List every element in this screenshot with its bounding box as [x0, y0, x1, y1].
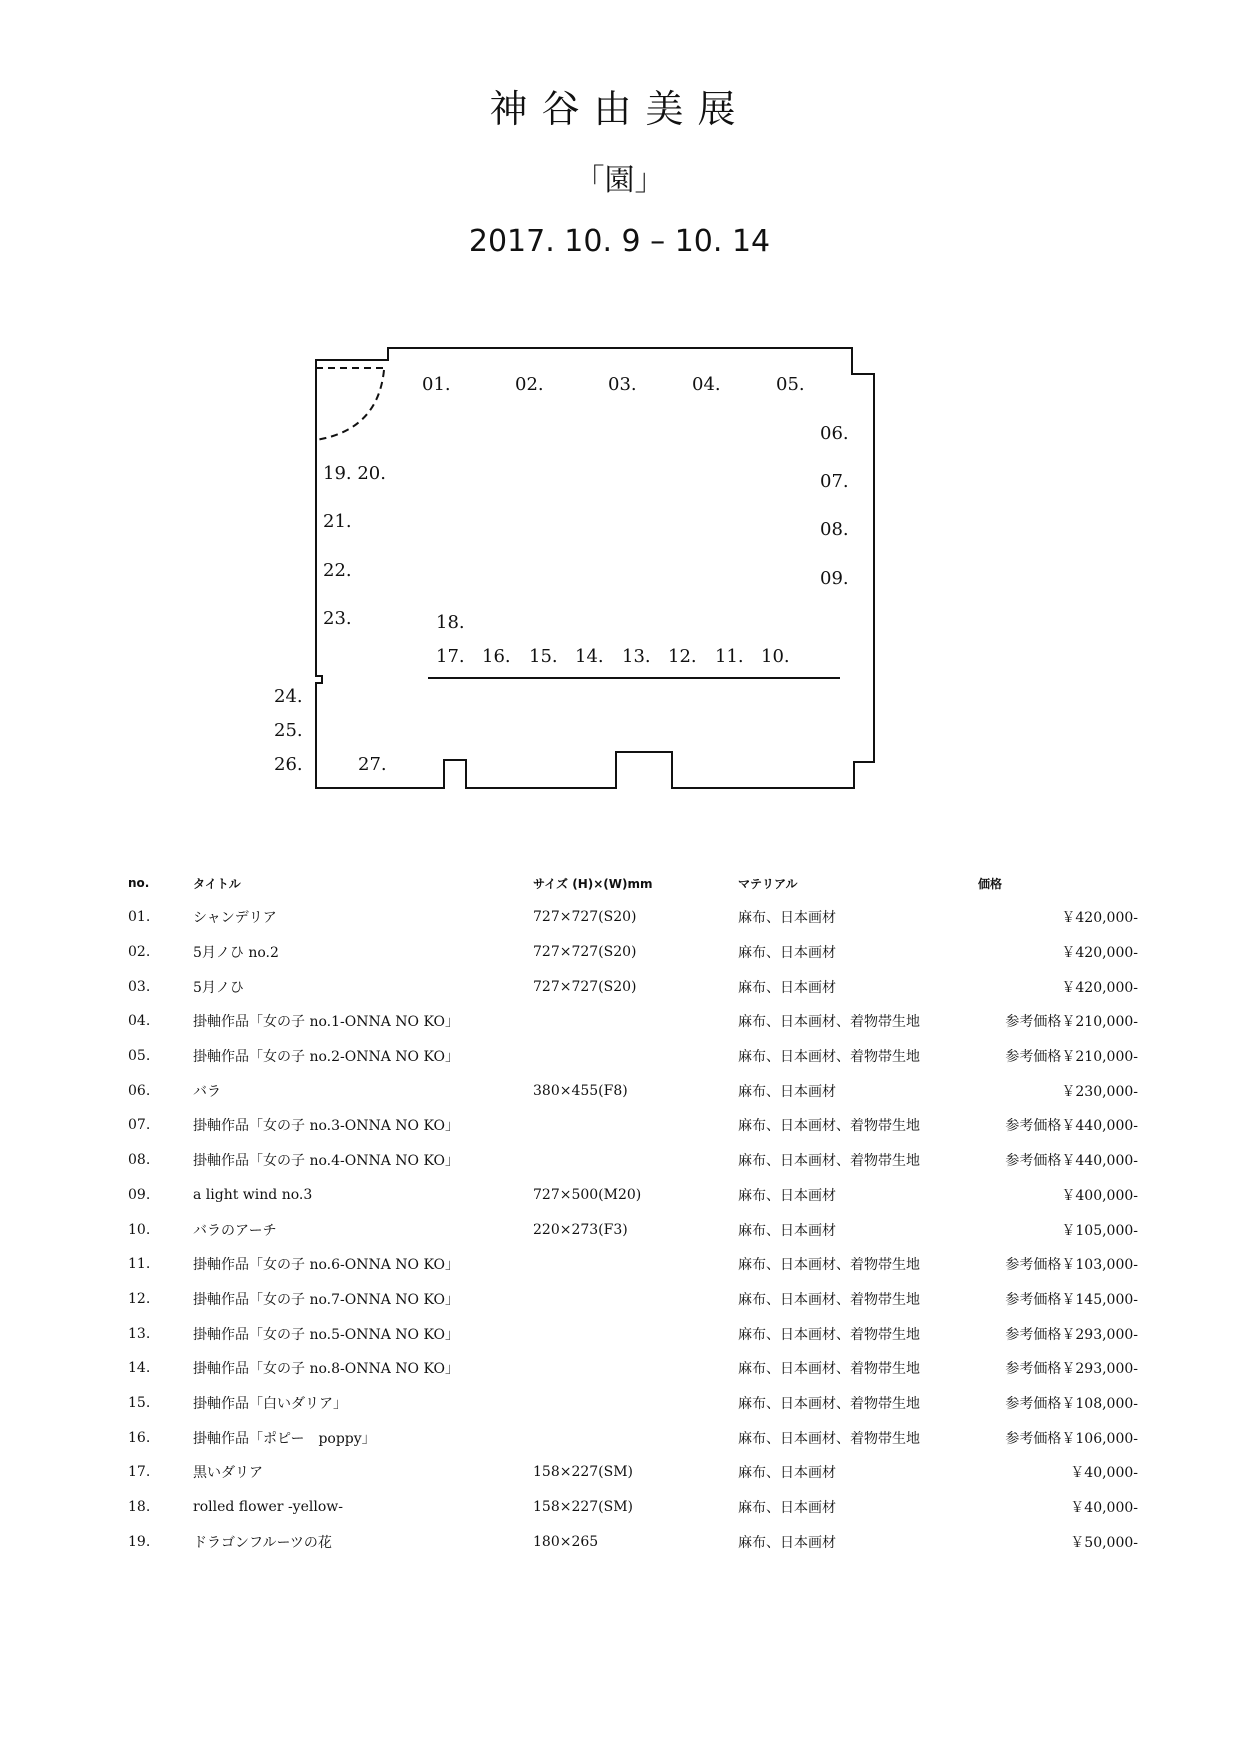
header-material: マテリアル	[738, 876, 798, 891]
plan-label: 11.	[715, 646, 744, 667]
table-row	[128, 1143, 1138, 1178]
table-row	[128, 1247, 1138, 1282]
cell-size	[533, 1143, 738, 1178]
cell-no: 02.	[128, 944, 151, 961]
cell-material: 麻布、日本画材、着物帯生地	[738, 1430, 920, 1447]
exhibition-dates: 2017. 10. 9 – 10. 14	[468, 224, 771, 259]
cell-no: 18.	[128, 1499, 151, 1516]
table-row	[128, 969, 1138, 1004]
cell-no: 10.	[128, 1221, 151, 1238]
table-row	[128, 1178, 1138, 1213]
cell-material: 麻布、日本画材	[738, 1465, 836, 1482]
header-price: 価格	[978, 876, 1003, 891]
cell-no: 14.	[128, 1360, 151, 1377]
plan-label: 13.	[622, 646, 651, 667]
cell-no: 03.	[128, 978, 151, 995]
plan-label: 15.	[529, 646, 558, 667]
cell-no: 12.	[128, 1290, 151, 1307]
cell-material: 麻布、日本画材	[738, 1083, 836, 1100]
cell-size: 727×500(M20)	[533, 1186, 642, 1203]
cell-price: ￥420,000-	[1061, 945, 1138, 962]
table-row	[128, 1004, 1138, 1039]
cell-material: 麻布、日本画材	[738, 979, 836, 996]
plan-label: 23.	[323, 608, 352, 629]
cell-material: 麻布、日本画材	[738, 1534, 836, 1551]
cell-price: ￥105,000-	[1061, 1222, 1138, 1239]
cell-price: 参考価格￥103,000-	[1005, 1257, 1138, 1274]
table-row	[128, 900, 1138, 935]
cell-title: 5月ノひ	[193, 979, 244, 996]
table-row	[128, 1282, 1138, 1317]
table-row	[128, 1073, 1138, 1108]
cell-price: ￥420,000-	[1061, 979, 1138, 996]
cell-size: 380×455(F8)	[533, 1082, 628, 1099]
plan-label: 22.	[323, 560, 352, 581]
cell-size: 727×727(S20)	[533, 978, 637, 995]
header-size: サイズ (H)×(W)mm	[533, 876, 653, 891]
table-row	[128, 1455, 1138, 1490]
plan-label: 21.	[323, 511, 352, 532]
cell-size: 727×727(S20)	[533, 944, 637, 961]
cell-material: 麻布、日本画材、着物帯生地	[738, 1049, 920, 1066]
cell-material: 麻布、日本画材、着物帯生地	[738, 1395, 920, 1412]
cell-size	[533, 1282, 738, 1317]
cell-material: 麻布、日本画材	[738, 1500, 836, 1517]
cell-size: 180×265	[533, 1533, 599, 1550]
cell-no: 04.	[128, 1013, 151, 1030]
cell-title: シャンデリア	[193, 910, 277, 927]
cell-title: rolled flower -yellow-	[193, 1499, 343, 1516]
cell-material: 麻布、日本画材	[738, 910, 836, 927]
table-row	[128, 1316, 1138, 1351]
plan-label: 26.	[274, 754, 303, 775]
cell-title: 掛軸作品「女の子 no.7-ONNA NO KO」	[193, 1291, 460, 1308]
plan-label: 03.	[608, 374, 637, 395]
cell-price: ￥40,000-	[1070, 1500, 1138, 1517]
cell-material: 麻布、日本画材、着物帯生地	[738, 1257, 920, 1274]
cell-price: 参考価格￥108,000-	[1005, 1395, 1138, 1412]
cell-price: 参考価格￥440,000-	[1005, 1118, 1138, 1135]
cell-title: 掛軸作品「女の子 no.2-ONNA NO KO」	[193, 1049, 460, 1066]
cell-no: 07.	[128, 1117, 151, 1134]
cell-no: 15.	[128, 1394, 151, 1411]
plan-label: 07.	[820, 471, 849, 492]
table-row	[128, 935, 1138, 970]
header-no: no.	[128, 876, 150, 890]
plan-label: 08.	[820, 519, 849, 540]
plan-label: 09.	[820, 568, 849, 589]
cell-material: 麻布、日本画材	[738, 945, 836, 962]
cell-title: 掛軸作品「女の子 no.6-ONNA NO KO」	[193, 1257, 460, 1274]
cell-title: 掛軸作品「女の子 no.4-ONNA NO KO」	[193, 1153, 460, 1170]
cell-price: ￥50,000-	[1070, 1534, 1138, 1551]
cell-price: 参考価格￥293,000-	[1005, 1326, 1138, 1343]
header-title: タイトル	[193, 876, 241, 891]
cell-size	[533, 1108, 738, 1143]
plan-label: 01.	[422, 374, 451, 395]
cell-material: 麻布、日本画材、着物帯生地	[738, 1014, 920, 1031]
artwork-price-list	[128, 866, 1138, 1559]
cell-size: 220×273(F3)	[533, 1221, 628, 1238]
cell-no: 19.	[128, 1533, 151, 1550]
cell-no: 09.	[128, 1186, 151, 1203]
plan-label: 27.	[358, 754, 387, 775]
table-row	[128, 1212, 1138, 1247]
cell-no: 08.	[128, 1152, 151, 1169]
cell-size	[533, 1316, 738, 1351]
cell-size	[533, 1386, 738, 1421]
table-row	[128, 1351, 1138, 1386]
cell-title: 掛軸作品「白いダリア」	[193, 1395, 347, 1412]
cell-no: 16.	[128, 1429, 151, 1446]
cell-title: 掛軸作品「女の子 no.3-ONNA NO KO」	[193, 1118, 460, 1135]
cell-material: 麻布、日本画材、着物帯生地	[738, 1118, 920, 1135]
table-header-row	[128, 866, 1138, 900]
cell-material: 麻布、日本画材	[738, 1222, 836, 1239]
plan-label: 24.	[274, 686, 303, 707]
cell-material: 麻布、日本画材	[738, 1187, 836, 1204]
plan-label: 04.	[692, 374, 721, 395]
cell-title: 5月ノひ no.2	[193, 945, 279, 962]
cell-no: 01.	[128, 909, 151, 926]
plan-label: 05.	[776, 374, 805, 395]
table-row	[128, 1108, 1138, 1143]
cell-no: 11.	[128, 1256, 151, 1273]
cell-no: 13.	[128, 1325, 151, 1342]
cell-price: 参考価格￥106,000-	[1005, 1430, 1138, 1447]
plan-label: 25.	[274, 720, 303, 741]
cell-price: 参考価格￥210,000-	[1005, 1049, 1138, 1066]
cell-material: 麻布、日本画材、着物帯生地	[738, 1361, 920, 1378]
cell-title: 掛軸作品「ポピー poppy」	[193, 1430, 376, 1447]
plan-label: 16.	[482, 646, 511, 667]
cell-price: 参考価格￥293,000-	[1005, 1361, 1138, 1378]
plan-label: 02.	[515, 374, 544, 395]
cell-price: ￥400,000-	[1061, 1187, 1138, 1204]
cell-title: バラ	[193, 1083, 221, 1100]
cell-size: 727×727(S20)	[533, 909, 637, 926]
cell-price: 参考価格￥440,000-	[1005, 1153, 1138, 1170]
plan-label: 14.	[575, 646, 604, 667]
table-row	[128, 1386, 1138, 1421]
cell-size	[533, 1247, 738, 1282]
exhibition-subtitle: 「園」	[574, 163, 665, 198]
cell-title: ドラゴンフルーツの花	[193, 1534, 332, 1551]
plan-label: 10.	[761, 646, 790, 667]
floor-plan-walls	[316, 348, 874, 788]
plan-label: 18.	[436, 612, 465, 633]
cell-size	[533, 1351, 738, 1386]
plan-label: 19. 20.	[323, 463, 386, 484]
door-swing	[316, 368, 386, 440]
cell-title: 掛軸作品「女の子 no.8-ONNA NO KO」	[193, 1361, 460, 1378]
cell-material: 麻布、日本画材、着物帯生地	[738, 1326, 920, 1343]
cell-no: 06.	[128, 1082, 151, 1099]
cell-size: 158×227(SM)	[533, 1464, 634, 1481]
plan-label: 12.	[668, 646, 697, 667]
cell-size	[533, 1039, 738, 1074]
cell-no: 17.	[128, 1464, 151, 1481]
cell-size	[533, 1420, 738, 1455]
table-row	[128, 1039, 1138, 1074]
cell-title: 黒いダリア	[193, 1465, 263, 1482]
cell-material: 麻布、日本画材、着物帯生地	[738, 1291, 920, 1308]
exhibition-title: 神谷由美展	[489, 87, 750, 131]
cell-title: 掛軸作品「女の子 no.5-ONNA NO KO」	[193, 1326, 460, 1343]
cell-title: a light wind no.3	[193, 1186, 313, 1203]
cell-size: 158×227(SM)	[533, 1499, 634, 1516]
cell-price: ￥420,000-	[1061, 910, 1138, 927]
cell-price: 参考価格￥210,000-	[1005, 1014, 1138, 1031]
table-row	[128, 1420, 1138, 1455]
cell-title: 掛軸作品「女の子 no.1-ONNA NO KO」	[193, 1014, 460, 1031]
cell-title: バラのアーチ	[193, 1222, 277, 1239]
cell-size	[533, 1004, 738, 1039]
table-row	[128, 1524, 1138, 1559]
cell-price: 参考価格￥145,000-	[1005, 1291, 1138, 1308]
table-row	[128, 1490, 1138, 1525]
cell-no: 05.	[128, 1048, 151, 1065]
floor-plan	[0, 0, 1239, 820]
cell-material: 麻布、日本画材、着物帯生地	[738, 1153, 920, 1170]
cell-price: ￥230,000-	[1061, 1083, 1138, 1100]
plan-label: 17.	[436, 646, 465, 667]
cell-price: ￥40,000-	[1070, 1465, 1138, 1482]
plan-label: 06.	[820, 423, 849, 444]
